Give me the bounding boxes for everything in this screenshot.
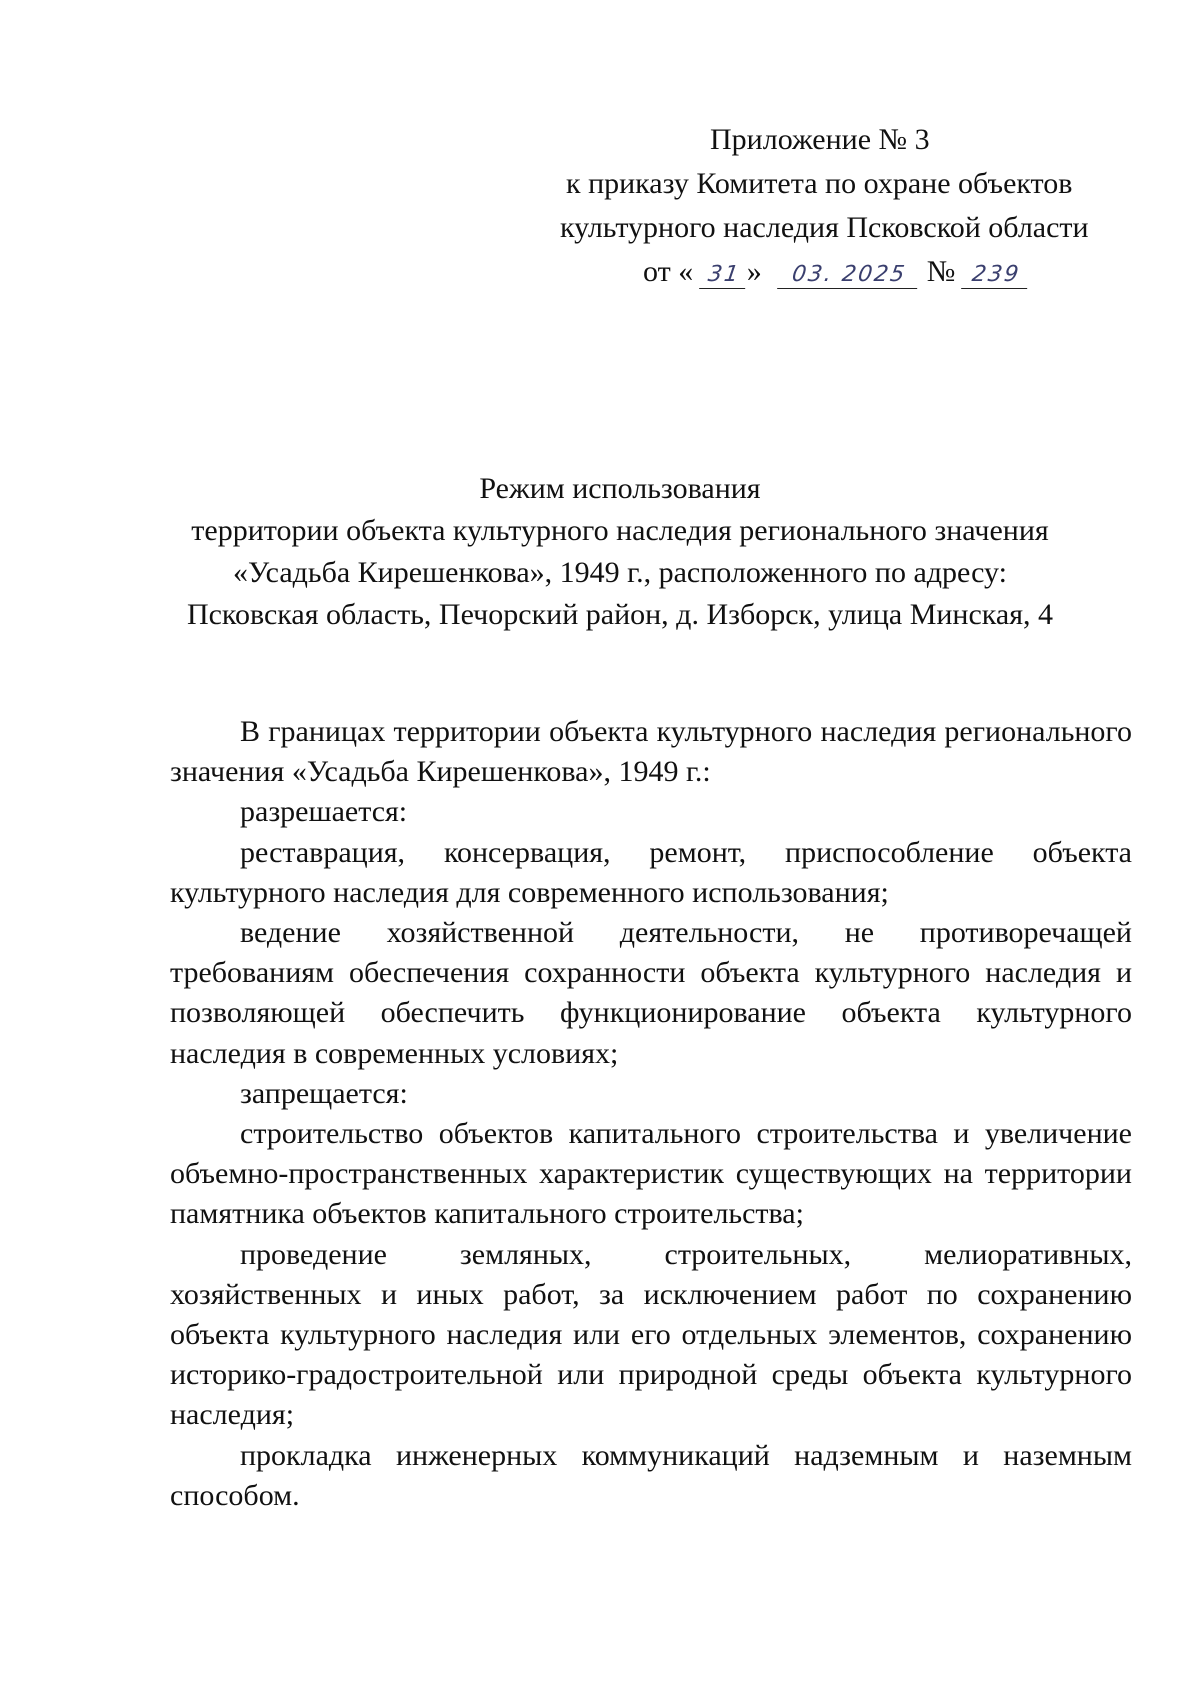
intro-paragraph: В границах территории объекта культурного наследия регионального значения «Усадьба Кирешенкова», 1949 г.:	[170, 715, 1132, 789]
title-line-4: Псковская область, Печорский район, д. Изборск, улица Минская, 4	[186, 598, 1054, 631]
allowed-item: реставрация, консервация, ремонт, приспособление объекта культурного наследия для современного использования;	[170, 835, 1132, 909]
allowed-item: ведение хозяйственной деятельности, не противоречащей требованиям обеспечения сохранности объекта культурного наследия и позволяющей обеспечить функционирование объекта культурного наследия в современных условиях;	[170, 916, 1132, 1070]
date-prefix: от «	[643, 255, 694, 288]
appendix-number: Приложение № 3	[710, 123, 930, 156]
forbidden-item: строительство объектов капитального строительства и увеличение объемно-пространственных характеристик существующих на территории памятника объектов капитального строительства;	[170, 1117, 1132, 1231]
title-line-1: Режим использования	[479, 472, 761, 505]
committee-name: культурного наследия Псковской области	[560, 211, 1089, 244]
order-reference: к приказу Комитета по охране объектов	[566, 167, 1073, 200]
handwritten-order-number: 239	[961, 262, 1031, 289]
number-label: №	[926, 255, 956, 288]
title-line-2: территории объекта культурного наследия регионального значения	[191, 514, 1049, 547]
forbidden-item: прокладка инженерных коммуникаций надземным и наземным способом.	[170, 1438, 1132, 1512]
handwritten-day: 31	[699, 262, 749, 289]
date-close-quote: »	[746, 255, 762, 288]
title-line-3: «Усадьба Кирешенкова», 1949 г., расположенного по адресу:	[233, 556, 1007, 589]
handwritten-month-year: 03. 2025	[777, 262, 921, 289]
forbidden-item: проведение земляных, строительных, мелиоративных, хозяйственных и иных работ, за исключением работ по сохранению объекта культурного наследия или его отдельных элементов, сохранению историко-градостроительной или природной среды объекта культурного наследия;	[170, 1237, 1132, 1432]
forbidden-label: запрещается:	[240, 1076, 408, 1110]
document-title	[120, 468, 1120, 636]
allowed-label: разрешается:	[240, 795, 408, 829]
document-body	[170, 712, 1132, 1516]
appendix-header	[560, 118, 1120, 294]
order-date-line	[560, 250, 1120, 294]
